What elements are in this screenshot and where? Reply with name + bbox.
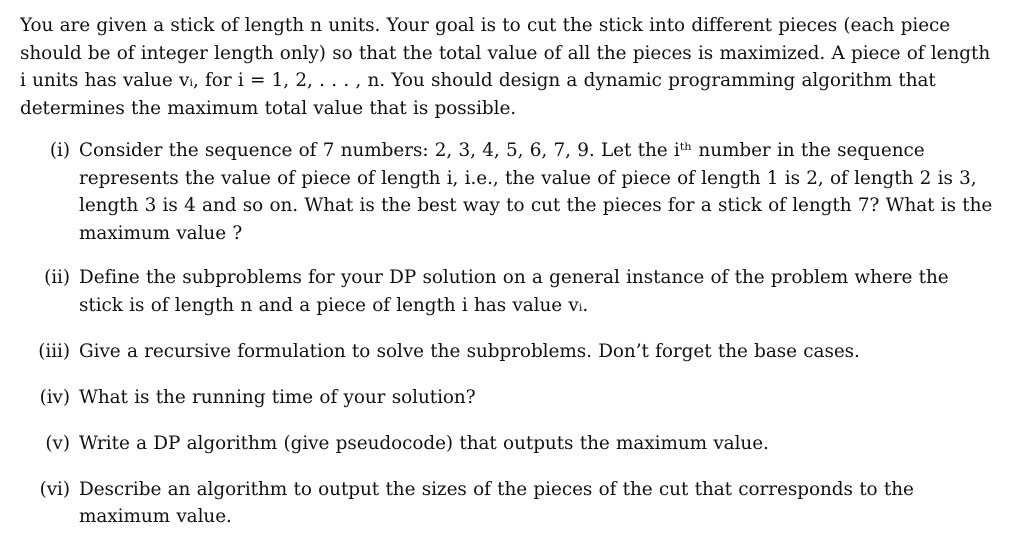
question-text: What is the running time of your solution? (79, 386, 476, 408)
question-text: Define the subproblems for your DP solution on a general instance of the problem where the stick is of length n and a piece of length i has value vᵢ. (79, 267, 949, 316)
question-label: (v) (45, 433, 70, 454)
question-item-iv (20, 384, 998, 412)
problem-statement (20, 12, 998, 531)
question-label: (iv) (39, 386, 70, 408)
intro-paragraph: You are given a stick of length n units. Your goal is to cut the stick into different pieces (each piece should be of integer length only) so that the total value of all the pieces is maximized. A piece of length i units has value vᵢ, for i = 1, 2, . . . , n. You should design a dynamic programming algorithm that determines the maximum total value that is possible. (20, 15, 991, 119)
question-item-v (20, 430, 998, 458)
question-item-vi (20, 476, 998, 531)
question-item-ii (20, 264, 998, 319)
question-label: (ii) (44, 267, 70, 288)
question-text: Describe an algorithm to output the sizes of the pieces of the cut that corresponds to the maximum value. (79, 478, 914, 527)
question-text: Write a DP algorithm (give pseudocode) that outputs the maximum value. (79, 433, 769, 454)
question-label: (vi) (39, 478, 70, 500)
question-item-iii (20, 338, 998, 366)
question-item-i (20, 137, 998, 247)
question-text: Consider the sequence of 7 numbers: 2, 3, 4, 5, 6, 7, 9. Let the iᵗʰ number in the sequence represents the value of piece of length i, i.e., the value of piece of length 1 is 2, of length 2 is 3, length 3 is 4 and so on. What is the best way to cut the pieces for a stick of length 7? What is the maximum value ? (79, 140, 993, 244)
question-list (20, 137, 998, 531)
question-label: (iii) (38, 341, 70, 362)
question-label: (i) (49, 140, 70, 161)
question-text: Give a recursive formulation to solve the subproblems. Don’t forget the base cases. (79, 341, 860, 362)
